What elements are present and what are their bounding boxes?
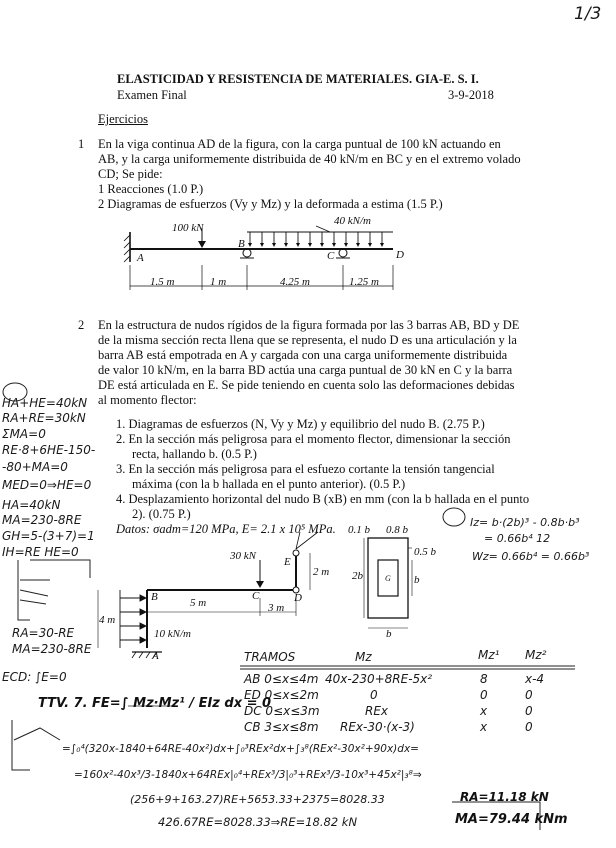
handwritten-line: MA=230-8RE: [2, 513, 82, 527]
exercise-1-number: 1: [78, 137, 85, 151]
handwritten-inertia: = 0.66b⁴ 12: [484, 532, 551, 545]
exam-date: 3-9-2018: [448, 88, 494, 102]
exercise-2-line: de la misma sección recta llena que se representa, el nudo D es una articulación y la: [98, 333, 517, 347]
handwritten-line: RA=30-RE: [12, 626, 75, 640]
section-heading: Ejercicios: [98, 112, 148, 126]
frame-node-b: B: [151, 591, 158, 603]
handwritten-line: MA=230-8RE: [12, 642, 92, 656]
exercise-2-item: 1. Diagramas de esfuerzos (N, Vy y Mz) y equilibrio del nudo B. (2.75 P.): [116, 417, 485, 431]
exercise-1-line: AB, y la carga uniformemente distribuida de 40 kN/m en BC y en el extremo volado: [98, 152, 521, 166]
point-load-label: 100 kN: [172, 222, 204, 234]
exercise-2-number: 2: [78, 318, 85, 332]
exercise-1-line: CD; Se pide:: [98, 167, 163, 181]
handwritten-ttv: TTV. 7. FE=∫ Mz·Mz¹ / EIz dx = 0: [38, 696, 272, 711]
dimension-label: 4.25 m: [280, 276, 310, 288]
frame-dimension-label: 5 m: [190, 597, 207, 609]
frame-point-load-label: 30 kN: [230, 550, 256, 562]
exercise-1-item: 1 Reacciones (1.0 P.): [98, 182, 204, 196]
exercise-2-item: 2). (0.75 P.): [132, 507, 191, 521]
page-number-mark: 1/3: [574, 4, 602, 24]
handwritten-line: -80+MA=0: [2, 460, 68, 474]
node-label-c: C: [327, 250, 335, 262]
exam-title: ELASTICIDAD Y RESISTENCIA DE MATERIALES. GIA-E. S. I.: [117, 72, 479, 86]
exercise-2-item: máxima (con la b hallada en el punto anterior). (0.5 P.): [132, 477, 406, 491]
frame-dimension-label: 3 m: [268, 602, 285, 614]
handwritten-line: RA+RE=30kN: [2, 411, 86, 425]
node-label-a: A: [137, 252, 144, 264]
table-row: REx: [365, 704, 389, 718]
exercise-2-item: 3. En la sección más peligrosa para el esfuezo cortante la tensión tangencial: [116, 462, 495, 476]
exam-subtitle: Examen Final: [117, 88, 187, 102]
handwritten-result: MA=79.44 kNm: [455, 812, 568, 827]
table-row: AB 0≤x≤4m: [244, 672, 319, 686]
exercise-2-line: barra AB está empotrada en A y cargada con una carga uniformemente distribuida: [98, 348, 508, 362]
section-dim-label: 0.8 b: [386, 524, 408, 536]
table-row: 40x-230+8RE-5x²: [325, 672, 433, 686]
table-row: 0: [525, 688, 533, 702]
frame-node-d: D: [294, 592, 302, 604]
exercise-2-line: DE está articulada en E. Se pide teniendo en cuenta solo las deformaciones debidas: [98, 378, 515, 392]
frame-node-a: A: [152, 650, 159, 662]
handwritten-line: HA+HE=40kN: [2, 396, 88, 410]
table-row: x: [480, 720, 488, 734]
exercise-2-data: Datos: σadm=120 MPa, E= 2.1 x 10⁵ MPa.: [116, 522, 336, 536]
exercise-2-line: En la estructura de nudos rígidos de la figura formada por las 3 barras AB, BD y DE: [98, 318, 520, 332]
exercise-2-item: 4. Desplazamiento horizontal del nudo B (xB) en mm (con la b hallada en el punto: [116, 492, 530, 506]
section-dim-label: b: [414, 574, 420, 586]
table-row: x-4: [525, 672, 545, 686]
table-row: x: [480, 704, 488, 718]
dimension-label: 1 m: [210, 276, 227, 288]
section-dim-label: 0.5 b: [414, 546, 436, 558]
section-dim-label: b: [386, 628, 392, 640]
handwritten-line: HA=40kN: [2, 498, 61, 512]
frame-dimension-label: 2 m: [313, 566, 330, 578]
handwritten-inertia: Wz= 0.66b⁴ = 0.66b³: [472, 550, 590, 563]
exercise-2-item: recta, hallando b. (0.5 P.): [132, 447, 257, 461]
exercise-2-item: 2. En la sección más peligrosa para el momento flector, dimensionar la sección: [116, 432, 511, 446]
handwritten-result: RA=11.18 kN: [460, 790, 549, 804]
frame-dimension-label: 4 m: [99, 614, 116, 626]
table-row: DC 0≤x≤3m: [244, 704, 320, 718]
frame-distributed-load-label: 10 kN/m: [154, 628, 191, 640]
table-row: 0: [525, 720, 533, 734]
table-row: ED 0≤x≤2m: [244, 688, 319, 702]
handwritten-line: MED=0⇒HE=0: [2, 478, 92, 492]
exercise-1-line: En la viga continua AD de la figura, con la carga puntual de 100 kN actuando en: [98, 137, 501, 151]
handwritten-integral: (256+9+163.27)RE+5653.33+2375=8028.33: [130, 793, 385, 806]
section-centroid-label: G: [385, 574, 391, 583]
table-header: Mz²: [525, 648, 547, 662]
table-row: 8: [480, 672, 488, 686]
table-header: Mz: [355, 650, 372, 664]
table-header: Mz¹: [478, 648, 500, 662]
handwritten-integral: =∫₀⁴(320x-1840+64RE-40x²)dx+∫₀³REx²dx+∫₃⁸(REx²-30x²+90x)dx=: [62, 743, 419, 755]
handwritten-integral: =160x²-40x³/3-1840x+64REx|₀⁴+REx³/3|₀³+REx³/3-10x³+45x²|₃⁸⇒: [74, 769, 422, 781]
table-header: TRAMOS: [244, 650, 296, 664]
handwritten-line: ΣMA=0: [2, 427, 46, 441]
exercise-2-line: de valor 10 kN/m, en la barra BD actúa una carga puntual de 30 kN en C y la barra: [98, 363, 513, 377]
handwritten-integral: 426.67RE=8028.33⇒RE=18.82 kN: [158, 815, 358, 829]
frame-node-c: C: [252, 590, 260, 602]
table-row: 0: [370, 688, 378, 702]
node-label-b: B: [238, 238, 245, 250]
dimension-label: 1.5 m: [150, 276, 175, 288]
frame-node-e: E: [284, 556, 291, 568]
handwritten-line: GH=5-(3+7)=1: [2, 529, 95, 543]
dimension-label: 1.25 m: [349, 276, 379, 288]
exercise-1-item: 2 Diagramas de esfuerzos (Vy y Mz) y la deformada a estima (1.5 P.): [98, 197, 443, 211]
handwritten-line: ECD: ∫E=0: [2, 670, 67, 684]
exercise-2-line: al momento flector:: [98, 393, 197, 407]
handwritten-line: IH=RE HE=0: [2, 545, 79, 559]
handwritten-inertia: Iz= b·(2b)³ - 0.8b·b³: [470, 516, 580, 529]
section-dim-label: 2b: [352, 570, 363, 582]
table-row: 0: [525, 704, 533, 718]
table-row: 0: [480, 688, 488, 702]
table-row: REx-30·(x-3): [340, 720, 415, 734]
handwritten-line: RE·8+6HE-150-: [2, 443, 96, 457]
node-label-d: D: [396, 249, 404, 261]
table-row: CB 3≤x≤8m: [244, 720, 319, 734]
distributed-load-label: 40 kN/m: [334, 215, 371, 227]
section-dim-label: 0.1 b: [348, 524, 370, 536]
